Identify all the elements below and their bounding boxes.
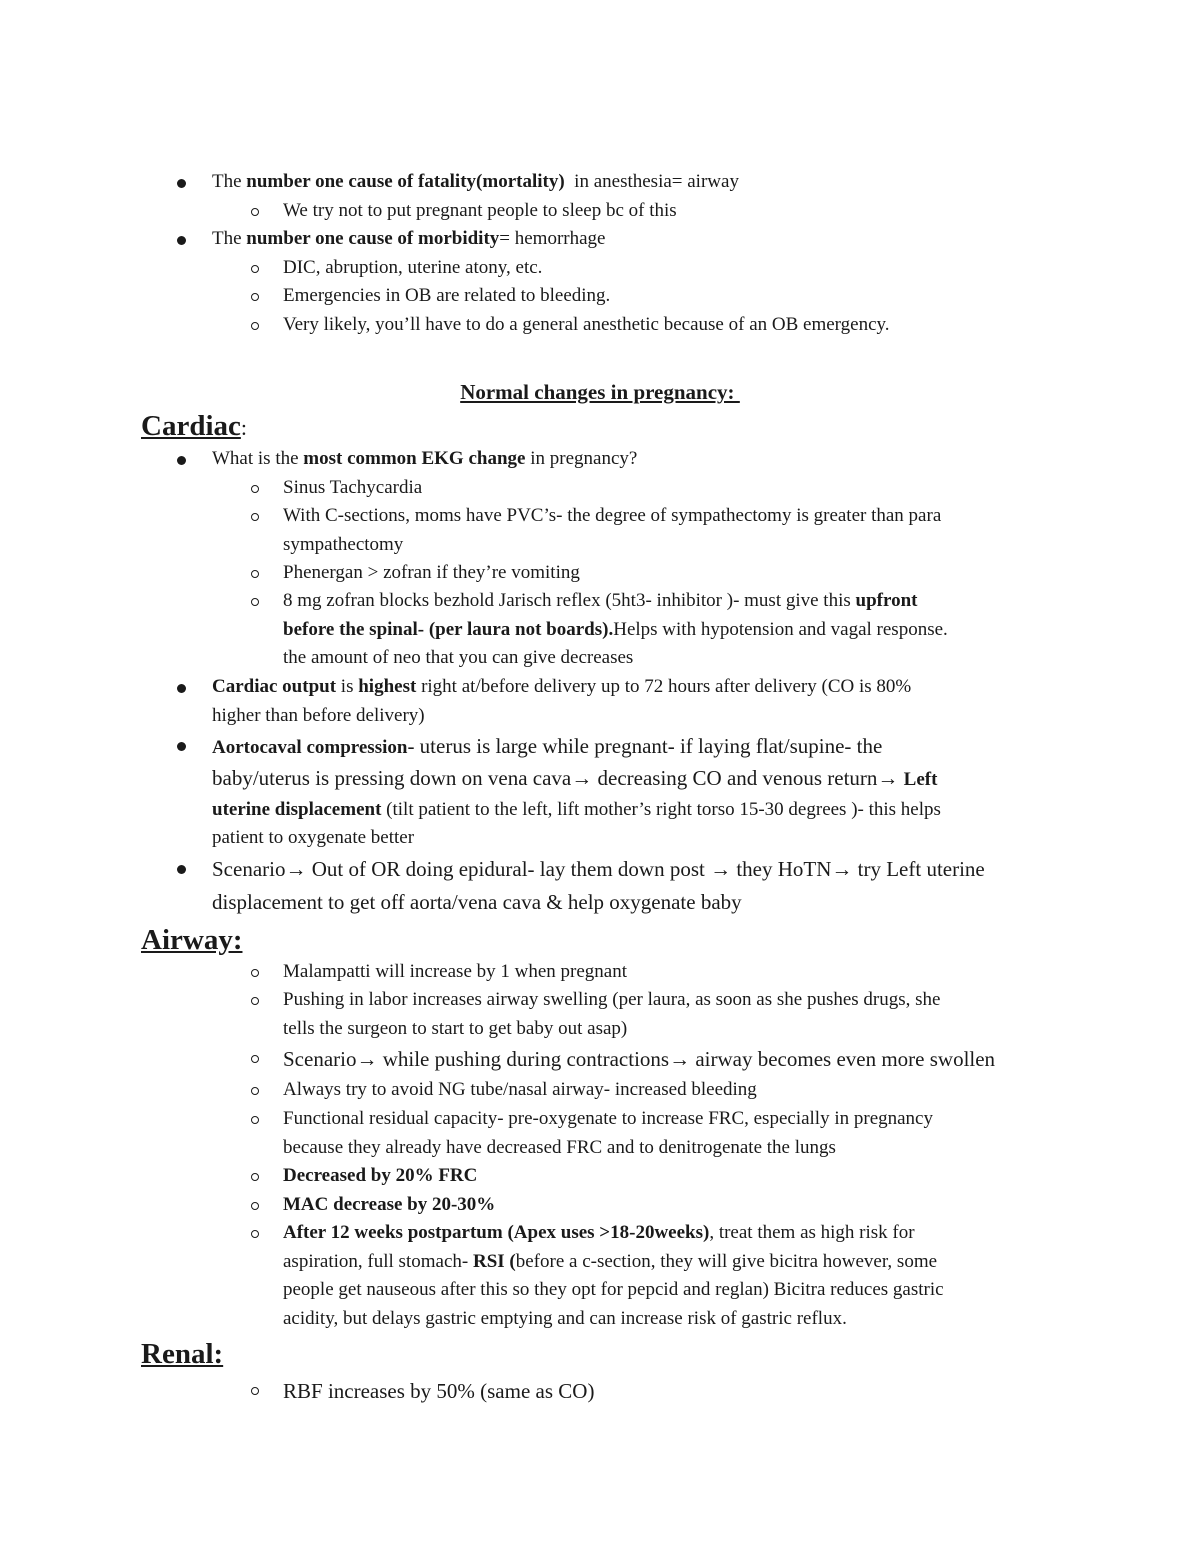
text: 8 mg zofran blocks bezhold Jarisch reflex (5ht3- inhibitor )- must give this bbox=[283, 590, 856, 611]
morbidity-sub: Very likely, you’ll have to do a general anesthetic because of an OB emergency. bbox=[283, 314, 890, 335]
section-title-cardiac bbox=[141, 408, 247, 446]
text: right at/before delivery up to 72 hours after delivery (CO is 80% bbox=[416, 676, 912, 697]
circle-bullet-icon bbox=[251, 513, 259, 521]
aortocaval-continued bbox=[212, 798, 941, 822]
bold-text: Cardiac output bbox=[212, 676, 337, 697]
circle-bullet-icon bbox=[251, 570, 259, 578]
bullet-icon bbox=[177, 179, 186, 188]
bold-text: highest bbox=[358, 676, 417, 697]
list-item-continued: acidity, but delays gastric emptying and can increase risk of gastric reflux. bbox=[283, 1308, 847, 1329]
circle-bullet-icon bbox=[251, 265, 259, 273]
list-item-continued: tells the surgeon to start to get baby out asap) bbox=[283, 1018, 628, 1039]
circle-bullet-icon bbox=[251, 997, 259, 1005]
text: The bbox=[212, 171, 247, 192]
bullet-icon bbox=[177, 456, 186, 465]
list-item-continued bbox=[283, 618, 948, 642]
bullet-icon bbox=[177, 684, 186, 693]
bullet-icon bbox=[177, 236, 186, 245]
mortality-line bbox=[212, 170, 739, 194]
circle-bullet-icon bbox=[251, 598, 259, 606]
text: before a c-section, they will give bicitra however, some bbox=[515, 1251, 938, 1272]
list-item bbox=[283, 1221, 915, 1245]
circle-bullet-icon bbox=[251, 1230, 259, 1238]
cardiac-output-continued: higher than before delivery) bbox=[212, 705, 425, 726]
bullet-icon bbox=[177, 865, 186, 874]
list-item-continued: people get nauseous after this so they opt for pepcid and reglan) Bicitra reduces gastric bbox=[283, 1279, 944, 1300]
list-item: Pushing in labor increases airway swelling (per laura, as soon as she pushes drugs, she bbox=[283, 989, 941, 1010]
text: - uterus is large while pregnant- if laying flat/supine- the bbox=[407, 734, 883, 758]
list-item: Sinus Tachycardia bbox=[283, 477, 423, 498]
text: = hemorrhage bbox=[499, 228, 606, 249]
list-item: MAC decrease by 20-30% bbox=[283, 1194, 496, 1215]
circle-bullet-icon bbox=[251, 1387, 259, 1395]
text: , treat them as high risk for bbox=[709, 1222, 915, 1243]
circle-bullet-icon bbox=[251, 322, 259, 330]
text: What is the bbox=[212, 448, 304, 469]
bold-text: upfront bbox=[855, 590, 918, 611]
section-title-renal: Renal: bbox=[141, 1338, 224, 1370]
section-title-text: Cardiac bbox=[141, 410, 241, 442]
morbidity-sub: Emergencies in OB are related to bleeding. bbox=[283, 285, 611, 306]
circle-bullet-icon bbox=[251, 1087, 259, 1095]
list-item: Functional residual capacity- pre-oxygenate to increase FRC, especially in pregnancy bbox=[283, 1108, 933, 1129]
text: in pregnancy? bbox=[525, 448, 638, 469]
list-item: Scenario→ while pushing during contractions→ airway becomes even more swollen bbox=[283, 1047, 996, 1071]
scenario-line: Scenario→ Out of OR doing epidural- lay them down post → they HoTN→ try Left uterine bbox=[212, 857, 985, 881]
list-item: Decreased by 20% FRC bbox=[283, 1165, 478, 1186]
list-item: Malampatti will increase by 1 when pregnant bbox=[283, 961, 628, 982]
aortocaval-line bbox=[212, 732, 882, 762]
scenario-continued: displacement to get off aorta/vena cava & help oxygenate baby bbox=[212, 890, 742, 914]
section-title-airway: Airway: bbox=[141, 924, 243, 956]
morbidity-line bbox=[212, 227, 605, 251]
circle-bullet-icon bbox=[251, 208, 259, 216]
list-item: With C-sections, moms have PVC’s- the degree of sympathectomy is greater than para bbox=[283, 505, 942, 526]
circle-bullet-icon bbox=[251, 485, 259, 493]
circle-bullet-icon bbox=[251, 1202, 259, 1210]
aortocaval-continued: patient to oxygenate better bbox=[212, 827, 415, 848]
list-item-continued: the amount of neo that you can give decreases bbox=[283, 647, 634, 668]
circle-bullet-icon bbox=[251, 1116, 259, 1124]
circle-bullet-icon bbox=[251, 1173, 259, 1181]
list-item-continued: sympathectomy bbox=[283, 534, 404, 555]
list-item: Always try to avoid NG tube/nasal airway- increased bleeding bbox=[283, 1079, 757, 1100]
list-item-continued: because they already have decreased FRC and to denitrogenate the lungs bbox=[283, 1137, 836, 1158]
bullet-icon bbox=[177, 742, 186, 751]
list-item: Phenergan > zofran if they’re vomiting bbox=[283, 562, 580, 583]
bold-text: Left bbox=[903, 769, 938, 790]
list-item-continued bbox=[283, 1250, 937, 1274]
list-item: RBF increases by 50% (same as CO) bbox=[283, 1379, 595, 1403]
circle-bullet-icon bbox=[251, 293, 259, 301]
text: Helps with hypotension and vagal response. bbox=[613, 619, 948, 640]
mortality-sub: We try not to put pregnant people to sleep bc of this bbox=[283, 200, 677, 221]
bold-text: before the spinal- (per laura not boards). bbox=[283, 619, 614, 640]
bold-text: number one cause of fatality(mortality) bbox=[246, 171, 565, 192]
aortocaval-continued bbox=[212, 764, 937, 794]
bold-text: number one cause of morbidity bbox=[246, 228, 500, 249]
colon-text: : bbox=[240, 415, 247, 440]
circle-bullet-icon bbox=[251, 1055, 259, 1063]
list-item bbox=[283, 589, 917, 613]
text: The bbox=[212, 228, 247, 249]
bold-text: After 12 weeks postpartum (Apex uses >18-20weeks) bbox=[283, 1222, 710, 1243]
text: aspiration, full stomach- bbox=[283, 1251, 473, 1272]
text: (tilt patient to the left, lift mother’s right torso 15-30 degrees )- this helps bbox=[381, 799, 941, 820]
bold-text: RSI ( bbox=[472, 1251, 516, 1272]
ekg-question bbox=[212, 447, 637, 471]
cardiac-output-line bbox=[212, 675, 911, 699]
bold-text: Aortocaval compression bbox=[212, 737, 408, 758]
text: baby/uterus is pressing down on vena cava→ decreasing CO and venous return→ bbox=[212, 766, 904, 790]
page-heading: Normal changes in pregnancy: bbox=[460, 380, 740, 404]
text: is bbox=[336, 676, 359, 697]
bold-text: uterine displacement bbox=[212, 799, 382, 820]
circle-bullet-icon bbox=[251, 969, 259, 977]
text: in anesthesia= airway bbox=[564, 171, 739, 192]
bold-text: most common EKG change bbox=[303, 448, 526, 469]
morbidity-sub: DIC, abruption, uterine atony, etc. bbox=[283, 257, 543, 278]
